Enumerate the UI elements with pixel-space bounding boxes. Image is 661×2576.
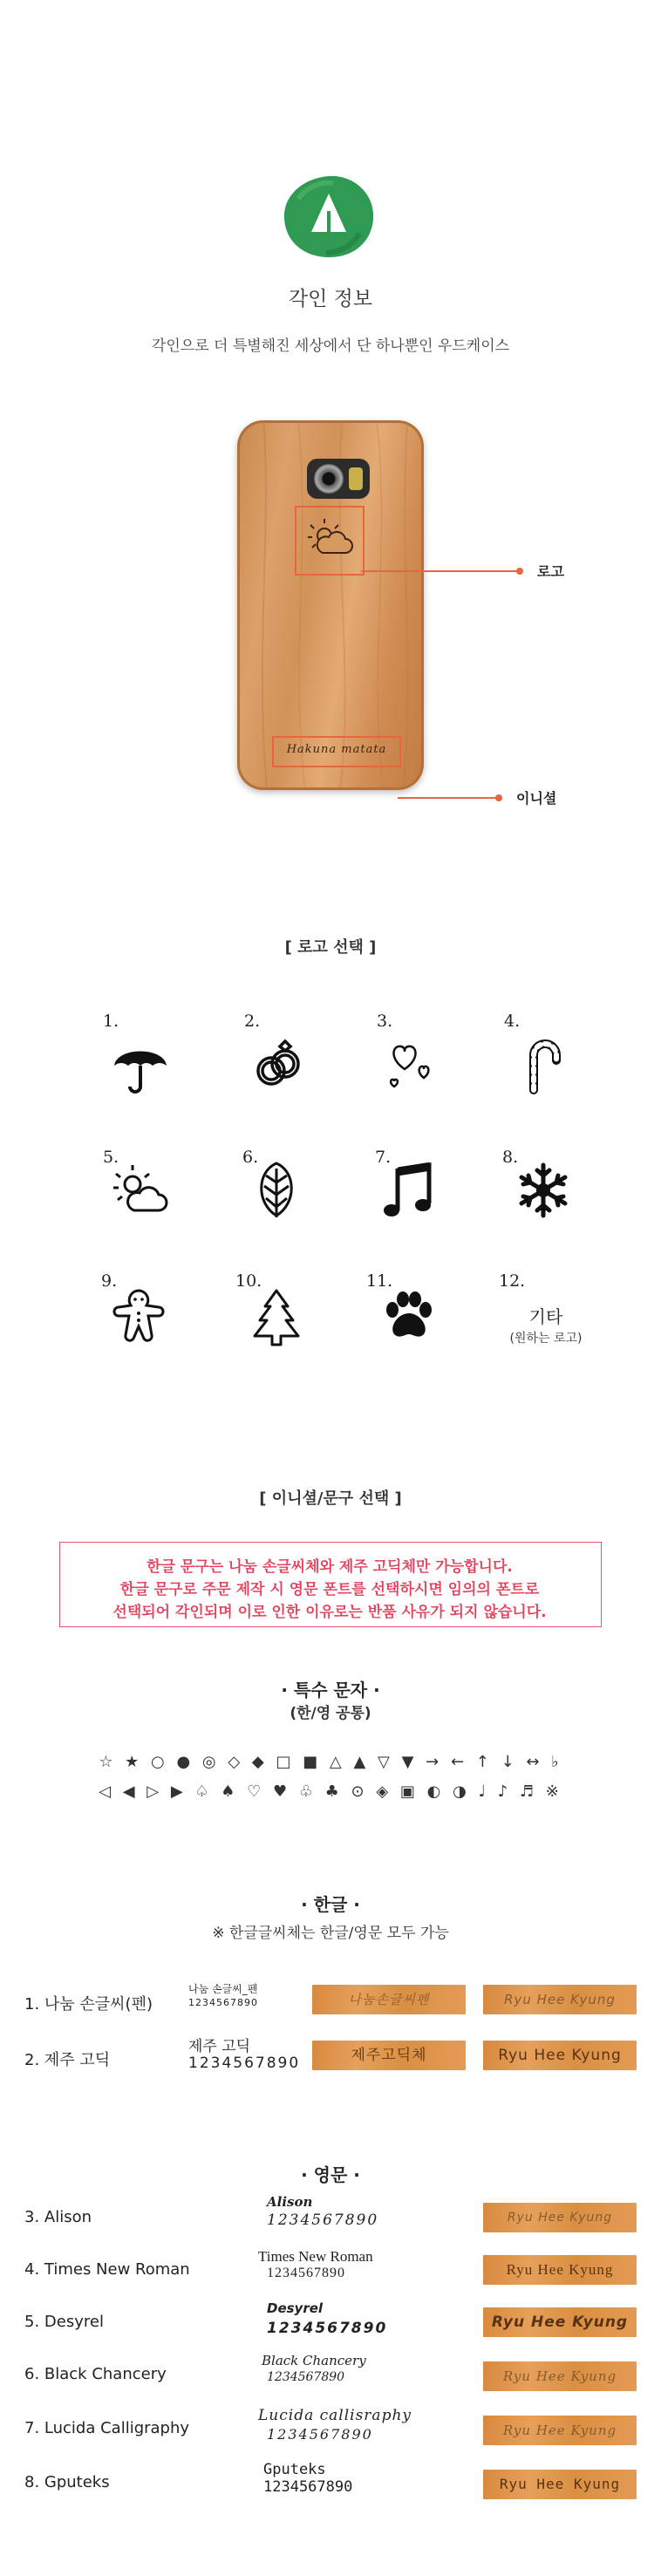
font-sample-top: 나눔 손글씨_펜 (188, 1983, 258, 1995)
wood-sample: Ryu Hee Kyung (483, 2416, 637, 2445)
english-title: · 영문 · (301, 2164, 360, 2185)
page-title: 각인 정보 (288, 288, 373, 310)
special-chars-line: ◁ ◀ ▷ ▶ ♤ ♠ ♡ ♥ ♧ ♣ ⊙ ◈ ▣ ◐ ◑ ♩ ♪ ♬ ※ (99, 1782, 562, 1801)
logo-option-number: 9. (101, 1271, 118, 1291)
initial-callout-line (398, 797, 499, 799)
initial-callout-label: 이니셜 (516, 790, 557, 807)
gingerbread-icon[interactable] (108, 1287, 169, 1348)
font-option-label[interactable]: 3. Alison (24, 2208, 92, 2226)
wood-sample: Ryu Hee Kyung (483, 2203, 637, 2232)
font-option-label[interactable]: 7. Lucida Calligraphy (24, 2419, 190, 2437)
logo-callout-label: 로고 (537, 563, 564, 580)
logo-option-number: 12. (499, 1271, 526, 1291)
camera-module (307, 459, 370, 499)
logo-option-number: 2. (244, 1012, 261, 1031)
special-chars-line: ☆ ★ ○ ● ◎ ◇ ◆ □ ■ △ ▲ ▽ ▼ → ← ↑ ↓ ↔ ♭ (99, 1753, 562, 1771)
font-sample-top: Alison (267, 2194, 313, 2210)
logo-option-number: 3. (377, 1012, 393, 1031)
notice-line: 한글 문구로 주문 제작 시 영문 폰트를 선택하시면 임의의 폰트로 (119, 1581, 540, 1598)
font-sample-digits: 1234567890 (267, 2320, 388, 2337)
sun-cloud-icon (296, 508, 363, 574)
other-logo-label[interactable]: 기타 (528, 1306, 563, 1327)
candy-cane-icon[interactable] (514, 1034, 576, 1095)
logo-option-number: 6. (242, 1148, 259, 1167)
logo-option-number: 5. (103, 1148, 119, 1167)
initial-callout-dot (495, 794, 502, 801)
font-sample-top: Black Chancery (262, 2353, 366, 2368)
logo-option-number: 8. (502, 1148, 519, 1167)
font-option-label[interactable]: 8. Gputeks (24, 2473, 110, 2491)
logo-option-number: 4. (504, 1012, 521, 1031)
font-option-label[interactable]: 1. 나눔 손글씨(펜) (24, 1995, 153, 2014)
logo-option-number: 1. (103, 1012, 119, 1031)
paw-icon[interactable] (377, 1287, 438, 1348)
font-sample-top: Desyrel (267, 2300, 324, 2316)
font-sample-digits: 1234567890 (267, 2211, 379, 2229)
snowflake-icon[interactable] (513, 1160, 574, 1221)
font-sample-top: Lucida callisraphy (258, 2407, 412, 2424)
music-note-icon[interactable] (378, 1160, 440, 1221)
wood-sample: Ryu Hee Kyung (483, 2255, 637, 2285)
font-sample-digits: 1234567890 (188, 2055, 301, 2072)
wood-sample: 나눔손글씨펜 (312, 1985, 466, 2014)
wood-sample: Ryu Hee Kyung (483, 2307, 637, 2337)
other-logo-sub: (원하는 로고) (509, 1332, 583, 1346)
font-sample-digits: 1234567890 (263, 2478, 353, 2496)
page-subtitle: 각인으로 더 특별해진 세상에서 단 하나뿐인 우드케이스 (151, 337, 510, 355)
font-sample-top: Times New Roman (258, 2248, 373, 2265)
notice-line: 선택되어 각인되며 이로 인한 이유로는 반품 사유가 되지 않습니다. (112, 1604, 547, 1621)
tree-icon[interactable] (246, 1287, 307, 1348)
special-chars-title: · 특수 문자 · (281, 1680, 380, 1700)
logo-callout-dot (516, 568, 523, 575)
hearts-icon[interactable] (380, 1034, 441, 1095)
logo-callout-line (361, 570, 520, 572)
logo-option-number: 10. (235, 1271, 262, 1291)
wood-sample: 제주고딕체 (312, 2041, 466, 2070)
font-sample-top: Gputeks (263, 2461, 326, 2478)
tree-brand-logo (281, 173, 377, 260)
font-option-label[interactable]: 5. Desyrel (24, 2313, 104, 2331)
korean-note: ※ 한글글씨체는 한글/영문 모두 가능 (212, 1925, 449, 1942)
notice-line: 한글 문구는 나눔 손글씨체와 제주 고딕체만 가능합니다. (147, 1558, 513, 1576)
font-sample-digits: 1234567890 (267, 2266, 345, 2280)
engraved-text: Hakuna matata (286, 743, 387, 756)
wood-sample: Ryu Hee Kyung (483, 2041, 637, 2070)
special-chars-subtitle: (한/영 공통) (290, 1705, 371, 1722)
leaf-icon[interactable] (246, 1160, 307, 1221)
umbrella-icon[interactable] (110, 1036, 171, 1097)
font-sample-top: 제주 고딕 (188, 2038, 251, 2055)
font-option-label[interactable]: 4. Times New Roman (24, 2260, 190, 2279)
wood-sample: Ryu Hee Kyung (483, 1985, 637, 2014)
korean-title: · 한글 · (301, 1894, 360, 1915)
logo-option-number: 11. (366, 1271, 393, 1291)
wood-phone-case-image (237, 420, 424, 790)
font-sample-digits: 1234567890 (267, 2426, 373, 2443)
initial-section-title: [ 이니셜/문구 선택 ] (259, 1489, 402, 1508)
font-option-label[interactable]: 6. Black Chancery (24, 2365, 167, 2383)
logo-section-title: [ 로고 선택 ] (284, 938, 377, 957)
rings-icon[interactable] (248, 1034, 309, 1095)
wood-sample: Ryu Hee Kyung (483, 2470, 637, 2499)
logo-engraving-area (295, 506, 365, 576)
font-sample-digits: 1234567890 (267, 2370, 345, 2384)
font-sample-digits: 1234567890 (188, 1997, 258, 2008)
sun-cloud-icon[interactable] (110, 1160, 171, 1221)
wood-sample: Ryu Hee Kyung (483, 2361, 637, 2391)
initial-engraving-area (272, 736, 401, 767)
logo-option-number: 7. (375, 1148, 392, 1167)
font-option-label[interactable]: 2. 제주 고딕 (24, 2051, 111, 2069)
